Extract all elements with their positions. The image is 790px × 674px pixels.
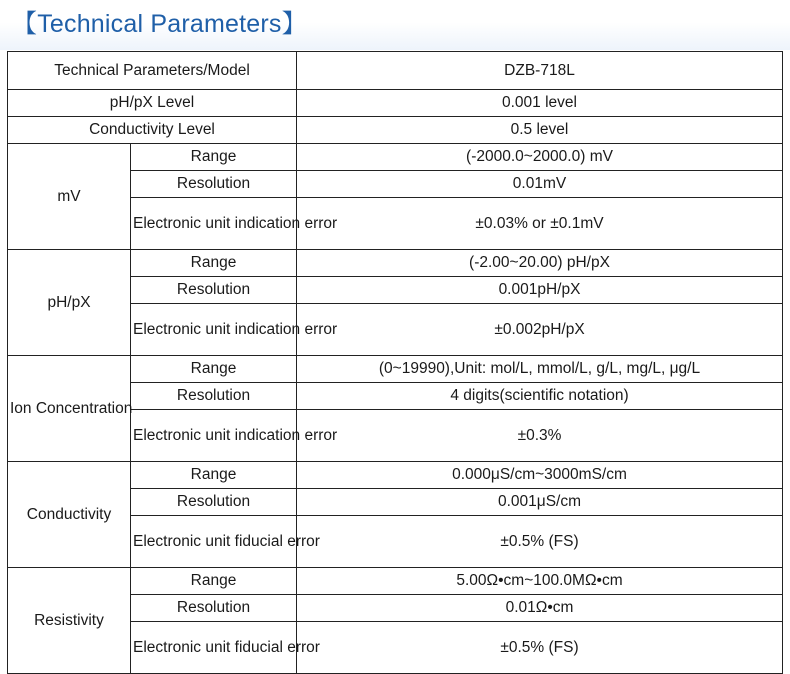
param-label: Resolution [131, 595, 297, 622]
model-row [8, 52, 783, 90]
param-label: Resolution [131, 277, 297, 304]
param-label: Resolution [131, 171, 297, 198]
level-value: 0.5 level [297, 117, 783, 144]
param-value: 4 digits(scientific notation) [297, 383, 783, 410]
page-header [0, 0, 790, 50]
param-value: (-2.00~20.00) pH/pX [297, 250, 783, 277]
param-value: ±0.3% [297, 410, 783, 462]
param-label: Range [131, 568, 297, 595]
param-row [8, 568, 783, 595]
param-value: ±0.5% (FS) [297, 622, 783, 674]
param-label: Resolution [131, 489, 297, 516]
param-value: (-2000.0~2000.0) mV [297, 144, 783, 171]
param-label: Range [131, 250, 297, 277]
group-name: Ion Concentration [8, 356, 131, 462]
param-row [8, 250, 783, 277]
param-label: Resolution [131, 383, 297, 410]
param-value: 0.001pH/pX [297, 277, 783, 304]
param-value: ±0.5% (FS) [297, 516, 783, 568]
param-value: 5.00Ω•cm~100.0MΩ•cm [297, 568, 783, 595]
param-label: Range [131, 356, 297, 383]
level-label: pH/pX Level [8, 90, 297, 117]
model-value: DZB-718L [297, 52, 783, 90]
param-label: Range [131, 462, 297, 489]
level-label: Conductivity Level [8, 117, 297, 144]
group-name: pH/pX [8, 250, 131, 356]
param-label: Electronic unit indication error [131, 410, 297, 462]
param-value: 0.01Ω•cm [297, 595, 783, 622]
level-value: 0.001 level [297, 90, 783, 117]
level-row [8, 117, 783, 144]
param-value: 0.01mV [297, 171, 783, 198]
group-name: Resistivity [8, 568, 131, 674]
param-value: 0.000μS/cm~3000mS/cm [297, 462, 783, 489]
param-label: Range [131, 144, 297, 171]
param-value: (0~19990),Unit: mol/L, mmol/L, g/L, mg/L, μg/L [297, 356, 783, 383]
model-label: Technical Parameters/Model [8, 52, 297, 90]
technical-parameters-table [7, 51, 783, 674]
param-row [8, 144, 783, 171]
param-label: Electronic unit fiducial error [131, 516, 297, 568]
param-value: ±0.002pH/pX [297, 304, 783, 356]
param-label: Electronic unit fiducial error [131, 622, 297, 674]
param-label: Electronic unit indication error [131, 304, 297, 356]
param-value: ±0.03% or ±0.1mV [297, 198, 783, 250]
group-name: Conductivity [8, 462, 131, 568]
param-label: Electronic unit indication error [131, 198, 297, 250]
group-name: mV [8, 144, 131, 250]
param-row [8, 356, 783, 383]
level-row [8, 90, 783, 117]
param-value: 0.001μS/cm [297, 489, 783, 516]
page-title: 【Technical Parameters】 [12, 10, 307, 38]
param-row [8, 462, 783, 489]
